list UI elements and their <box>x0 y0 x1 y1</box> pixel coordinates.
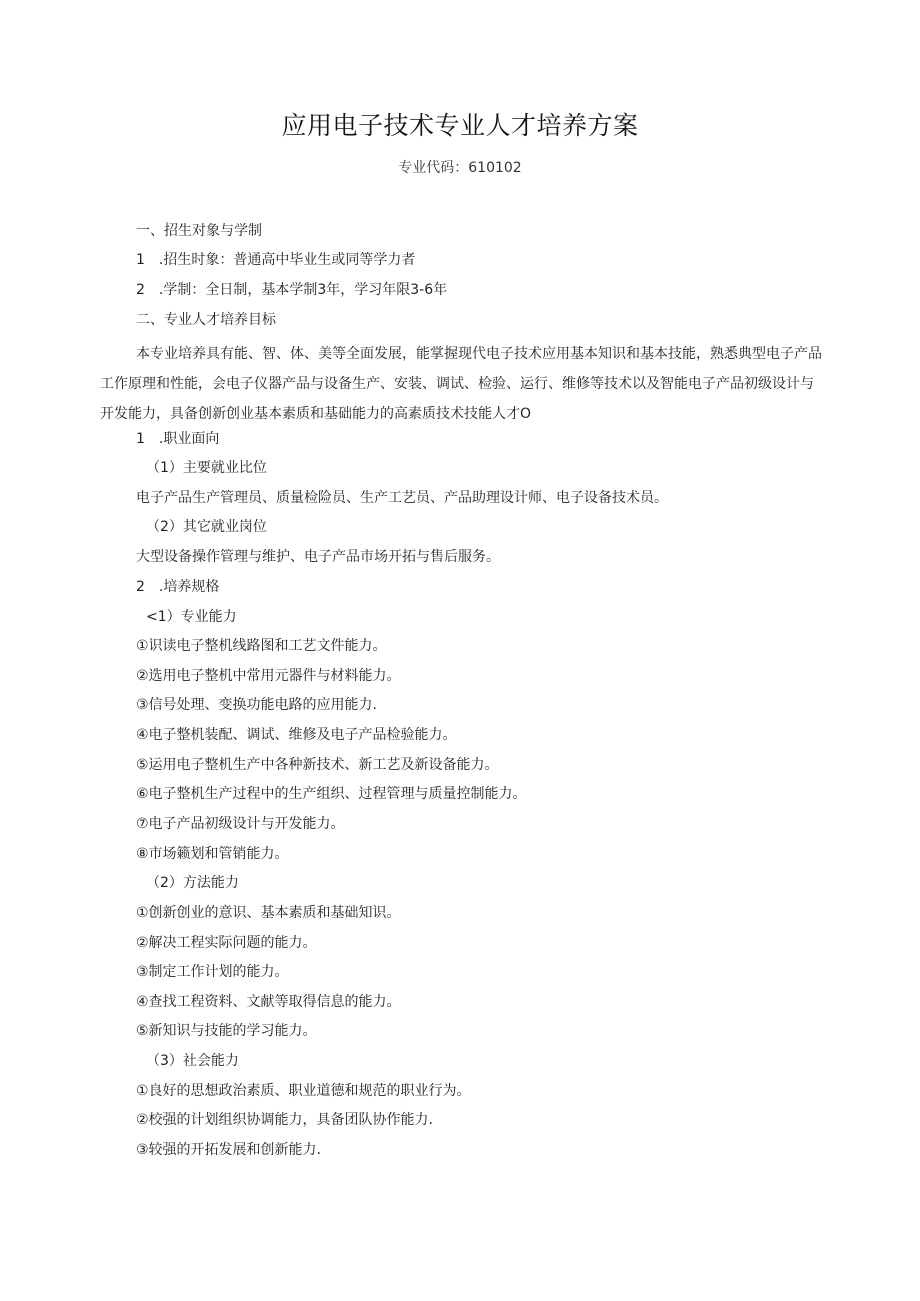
list-item: ①创新创业的意识、基本素质和基础知识。 <box>136 905 401 921</box>
list-item: ③制定工作计划的能力。 <box>136 964 289 980</box>
enrollment-target: 1 .招生时象：普通高中毕业生或同等学力者 <box>136 252 416 268</box>
subheading-social: （3）社会能力 <box>146 1053 239 1069</box>
list-item: ③信号处理、变换功能电路的应用能力. <box>136 697 377 713</box>
list-item: ④电子整机装配、调试、维修及电子产品检验能力。 <box>136 727 457 743</box>
objective-paragraph: 本专业培养具有能、智、体、美等全面发展，能掌握现代电子技术应用基本知识和基本技能，熟悉典型电子产品工作原理和性能，会电子仪器产品与设备生产、安装、调试、检验、运行、维修等技术以及智能电子产品初级设计与开发能力，具备创新创业基本素质和基础能力的高素质技术技能人才O <box>100 346 822 422</box>
other-jobs-list: 大型设备操作管理与维护、电子产品市场开拓与售后服务。 <box>136 549 500 565</box>
heading-career: 1 .职业面向 <box>136 431 220 447</box>
list-item: ②选用电子整机中常用元器件与材料能力。 <box>136 668 401 684</box>
subheading-main-jobs: （1）主要就业比位 <box>146 460 267 476</box>
heading-enrollment: 一、招生对象与学制 <box>136 223 262 239</box>
major-code: 专业代码：610102 <box>398 160 522 176</box>
list-item: ②校强的计划组织协调能力，具备团队协作能力. <box>136 1112 433 1128</box>
list-item: ⑤新知识与技能的学习能力。 <box>136 1023 317 1039</box>
list-item: ①识读电子整机线路图和工艺文件能力。 <box>136 638 387 654</box>
heading-spec: 2 .培养规格 <box>136 579 220 595</box>
list-item: ④查找工程资料、文献等取得信息的能力。 <box>136 994 401 1010</box>
list-item: ⑧市场籁划和管销能力。 <box>136 846 289 862</box>
subheading-other-jobs: （2）其它就业岗位 <box>146 519 267 535</box>
list-item: ②解决工程实际问题的能力。 <box>136 935 317 951</box>
subheading-method: （2）方法能力 <box>146 875 239 891</box>
list-item: ③较强的开拓发展和创新能力. <box>136 1142 322 1158</box>
list-item: ①良好的思想政治素质、职业道德和规范的职业行为。 <box>136 1083 471 1099</box>
document-title: 应用电子技术专业人才培养方案 <box>281 111 639 140</box>
study-duration: 2 .学制：全日制，基本学制3年，学习年限3-6年 <box>136 282 448 298</box>
list-item: ⑥电子整机生产过程中的生产组织、过程管理与质量控制能力。 <box>136 786 527 802</box>
heading-objective: 二、专业人才培养目标 <box>136 312 276 328</box>
list-item: ⑤运用电子整机生产中各种新技术、新工艺及新设备能力。 <box>136 757 499 773</box>
list-item: ⑦电子产品初级设计与开发能力。 <box>136 816 345 832</box>
main-jobs-list: 电子产品生产管理员、质量检险员、生产工艺员、产品助理设计师、电子设备技术员。 <box>136 490 668 506</box>
subheading-professional: <1）专业能力 <box>146 609 237 625</box>
